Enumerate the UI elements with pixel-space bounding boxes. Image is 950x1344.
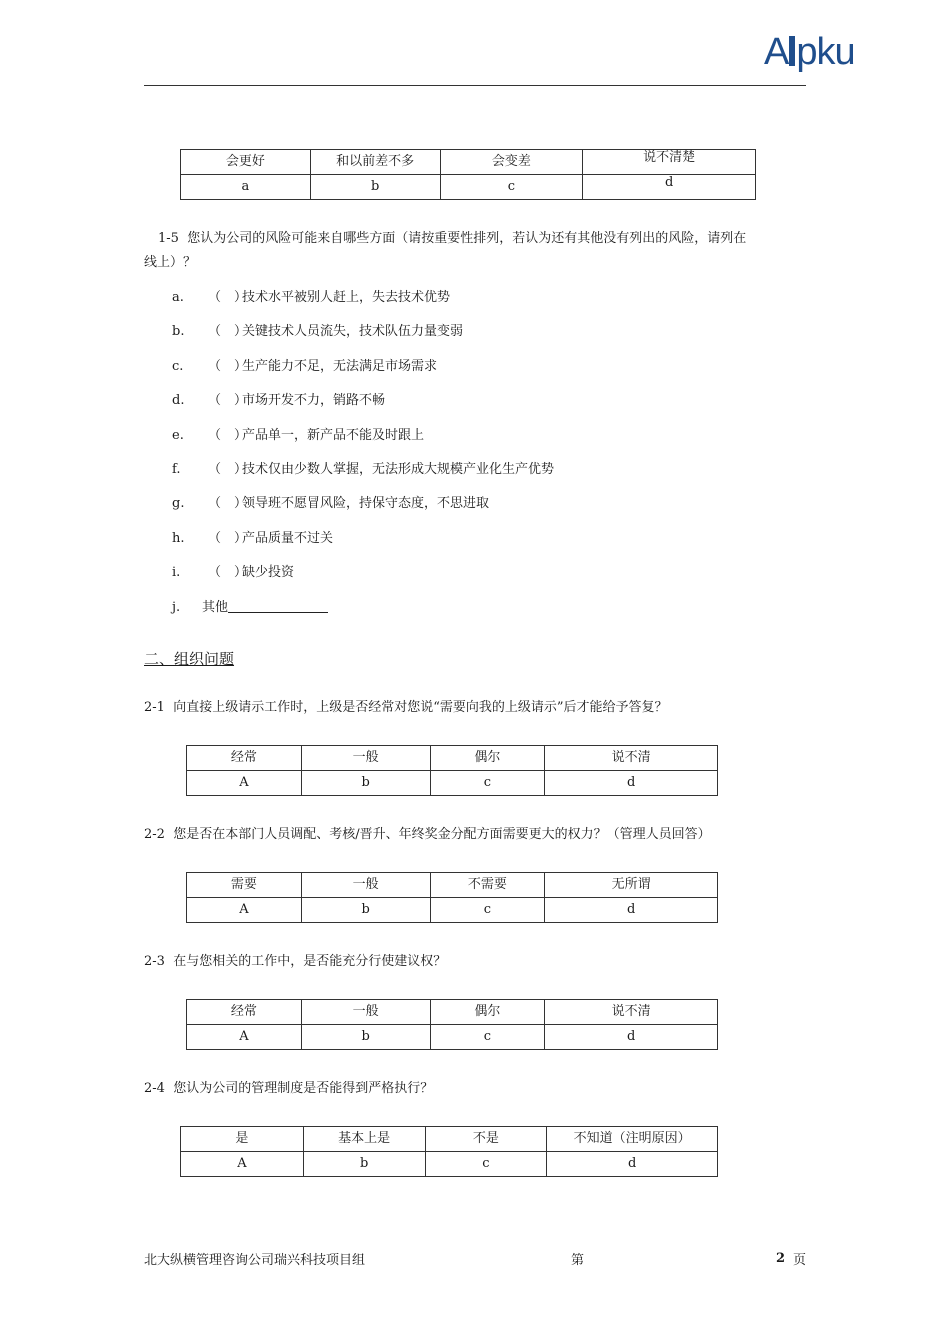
question-text: 向直接上级请示工作时，上级是否经常对您说“需要向我的上级请示”后才能给予答复？ bbox=[173, 700, 668, 715]
table-cell[interactable]: b bbox=[301, 771, 430, 796]
table-header-cell: 一般 bbox=[301, 746, 430, 771]
risk-option-b bbox=[172, 322, 463, 342]
question-number: 2-1 bbox=[144, 700, 165, 715]
risk-option-f bbox=[172, 460, 554, 480]
question-text: 您是否在本部门人员调配、考核/晋升、年终奖金分配方面需要更大的权力？（管理人员回答） bbox=[173, 827, 711, 842]
table-header-cell: 会更好 bbox=[181, 150, 311, 175]
table-header-row bbox=[187, 746, 718, 771]
option-letter: b. bbox=[172, 324, 185, 339]
footer-org: 北大纵横管理咨询公司瑞兴科技项目组 bbox=[144, 1253, 366, 1268]
answer-table-2-2 bbox=[186, 872, 718, 923]
option-letter: i. bbox=[172, 565, 181, 580]
option-letter: j. bbox=[172, 600, 181, 615]
table-header-cell: 说不清 bbox=[545, 1000, 718, 1025]
table-cell: b bbox=[310, 175, 440, 200]
risk-option-e bbox=[172, 426, 424, 446]
logo-text: pku bbox=[796, 31, 855, 73]
footer-page-number: 2 bbox=[776, 1251, 786, 1266]
table-cell[interactable]: A bbox=[181, 1152, 304, 1177]
risk-option-g bbox=[172, 494, 489, 514]
table-header-cell: 经常 bbox=[187, 746, 302, 771]
option-letter: e. bbox=[172, 428, 184, 443]
table-header-cell: 一般 bbox=[301, 873, 430, 898]
risk-option-i bbox=[172, 563, 294, 583]
table-cell[interactable]: c bbox=[425, 1152, 547, 1177]
table-header-cell: 和以前差不多 bbox=[310, 150, 440, 175]
table-cell[interactable]: d bbox=[545, 771, 718, 796]
question-number: 1-5 bbox=[158, 231, 179, 246]
option-letter: a. bbox=[172, 290, 184, 305]
table-row bbox=[181, 1152, 718, 1177]
question-2-2 bbox=[144, 825, 711, 845]
table-header-cell: 会变差 bbox=[440, 150, 583, 175]
table-header-cell: 无所谓 bbox=[545, 873, 718, 898]
table-header-cell: 基本上是 bbox=[303, 1127, 425, 1152]
company-logo bbox=[764, 30, 855, 74]
answer-table-2-3 bbox=[186, 999, 718, 1050]
question-2-4 bbox=[144, 1079, 433, 1099]
question-text: 在与您相关的工作中，是否能充分行使建议权？ bbox=[173, 954, 447, 969]
footer-page-prefix: 第 bbox=[571, 1253, 585, 1268]
rank-blank[interactable]: （ ） bbox=[208, 496, 248, 511]
table-header-cell: 不是 bbox=[425, 1127, 547, 1152]
question-number: 2-4 bbox=[144, 1081, 165, 1096]
table-cell[interactable]: A bbox=[187, 771, 302, 796]
option-text: 其他 bbox=[202, 600, 229, 615]
table-cell[interactable]: d bbox=[545, 1025, 718, 1050]
answer-table-prev bbox=[180, 149, 756, 200]
risk-option-other bbox=[172, 598, 328, 618]
table-row bbox=[181, 175, 756, 200]
table-cell[interactable]: d bbox=[547, 1152, 718, 1177]
table-header-cell: 不需要 bbox=[430, 873, 545, 898]
option-text: 关键技术人员流失，技术队伍力量变弱 bbox=[242, 324, 464, 339]
option-text: 市场开发不力，销路不畅 bbox=[242, 393, 386, 408]
rank-blank[interactable]: （ ） bbox=[208, 359, 248, 374]
footer-page-suffix: 页 bbox=[793, 1253, 807, 1268]
table-header-cell: 需要 bbox=[187, 873, 302, 898]
table-header-cell: 偶尔 bbox=[430, 1000, 545, 1025]
header-rule bbox=[144, 85, 806, 86]
table-cell[interactable]: A bbox=[187, 1025, 302, 1050]
other-fill-line[interactable] bbox=[228, 598, 328, 613]
table-cell[interactable]: c bbox=[430, 1025, 545, 1050]
option-text: 技术仅由少数人掌握，无法形成大规模产业化生产优势 bbox=[242, 462, 555, 477]
table-cell[interactable]: b bbox=[301, 898, 430, 923]
table-header-cell: 经常 bbox=[187, 1000, 302, 1025]
question-text: 您认为公司的管理制度是否能得到严格执行？ bbox=[173, 1081, 434, 1096]
option-letter: d. bbox=[172, 393, 185, 408]
option-letter: g. bbox=[172, 496, 185, 511]
table-header-row bbox=[187, 873, 718, 898]
table-cell[interactable]: b bbox=[301, 1025, 430, 1050]
table-cell[interactable]: c bbox=[430, 898, 545, 923]
table-header-cell: 说不清楚 bbox=[583, 150, 756, 175]
risk-option-h bbox=[172, 529, 333, 549]
table-cell[interactable]: b bbox=[303, 1152, 425, 1177]
table-row bbox=[187, 771, 718, 796]
table-header-cell: 不知道（注明原因） bbox=[547, 1127, 718, 1152]
table-row bbox=[187, 1025, 718, 1050]
risk-option-d bbox=[172, 391, 385, 411]
question-2-1 bbox=[144, 698, 668, 718]
rank-blank[interactable]: （ ） bbox=[208, 531, 248, 546]
option-text: 生产能力不足，无法满足市场需求 bbox=[242, 359, 438, 374]
table-header-cell: 一般 bbox=[301, 1000, 430, 1025]
table-header-cell: 偶尔 bbox=[430, 746, 545, 771]
section-title: 二、组织问题 bbox=[144, 650, 235, 668]
question-number: 2-2 bbox=[144, 827, 165, 842]
rank-blank[interactable]: （ ） bbox=[208, 393, 248, 408]
table-cell: a bbox=[181, 175, 311, 200]
question-number: 2-3 bbox=[144, 954, 165, 969]
table-header-cell: 是 bbox=[181, 1127, 304, 1152]
table-row bbox=[187, 898, 718, 923]
option-letter: c. bbox=[172, 359, 184, 374]
question-2-3 bbox=[144, 952, 446, 972]
table-cell[interactable]: c bbox=[430, 771, 545, 796]
option-letter: f. bbox=[172, 462, 181, 477]
table-cell: c bbox=[440, 175, 583, 200]
answer-table-2-1 bbox=[186, 745, 718, 796]
option-text: 缺少投资 bbox=[242, 565, 295, 580]
question-text: 您认为公司的风险可能来自哪些方面（请按重要性排列，若认为还有其他没有列出的风险，请列在 bbox=[187, 231, 747, 246]
table-cell[interactable]: A bbox=[187, 898, 302, 923]
table-header-row bbox=[181, 150, 756, 175]
option-text: 技术水平被别人赶上，失去技术优势 bbox=[242, 290, 451, 305]
rank-blank[interactable]: （ ） bbox=[208, 565, 248, 580]
option-text: 领导班不愿冒风险，持保守态度，不思进取 bbox=[242, 496, 490, 511]
rank-blank[interactable]: （ ） bbox=[208, 324, 248, 339]
option-text: 产品质量不过关 bbox=[242, 531, 334, 546]
rank-blank[interactable]: （ ） bbox=[208, 428, 248, 443]
question-1-5-line2: 线上）？ bbox=[144, 255, 197, 270]
table-header-row bbox=[181, 1127, 718, 1152]
table-cell[interactable]: d bbox=[545, 898, 718, 923]
logo-bar bbox=[789, 36, 795, 66]
option-letter: h. bbox=[172, 531, 185, 546]
risk-option-a bbox=[172, 288, 450, 308]
answer-table-2-4 bbox=[180, 1126, 718, 1177]
table-header-row bbox=[187, 1000, 718, 1025]
risk-option-c bbox=[172, 357, 437, 377]
table-cell: d bbox=[583, 175, 756, 200]
option-text: 产品单一，新产品不能及时跟上 bbox=[242, 428, 425, 443]
rank-blank[interactable]: （ ） bbox=[208, 290, 248, 305]
question-1-5 bbox=[158, 229, 746, 249]
table-header-cell: 说不清 bbox=[545, 746, 718, 771]
logo-letter-a: A bbox=[764, 31, 789, 73]
rank-blank[interactable]: （ ） bbox=[208, 462, 248, 477]
